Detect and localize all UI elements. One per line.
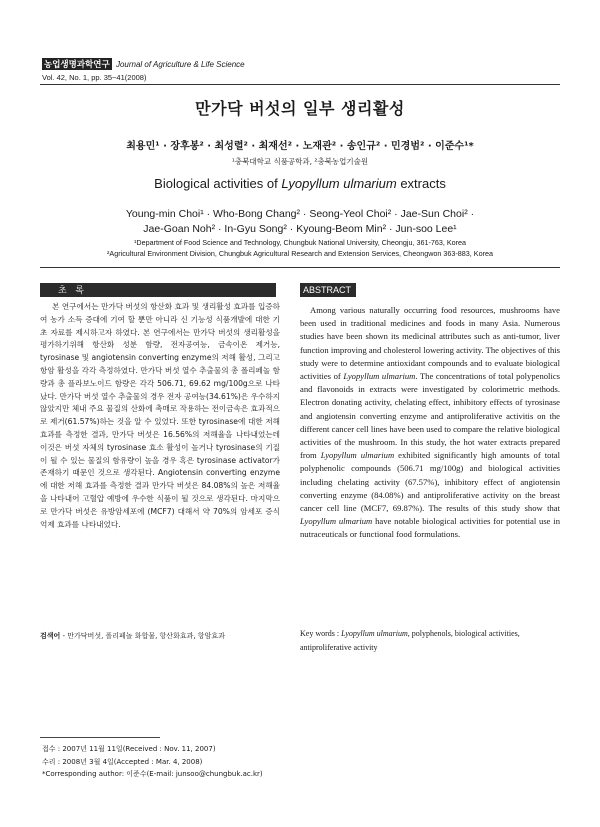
english-authors (0, 207, 600, 237)
korean-affiliations: ¹충북대학교 식품공학과, ²충북농업기술원 (231, 157, 369, 166)
korean-abstract-text: 본 연구에서는 만가닥 버섯의 항산화 효과 및 생리활성 효과를 입증하여 농가 소득 증대에 기여 할 뿐만 아니라 신 기능성 식품개발에 대한 기초 자료를 제시하고자 하였다. 본 연구에서는 만가닥 버섯의 생리활성을 평가하기위해 항산화 성분 함량, 전자공여능, 금속이온 제거능, tyrosinase 및 angiotensin converting enzyme의 저해 활성, 그리고 항암 활성을 각각 측정하였다. 만가닥 버섯 열수 추출물의 총 폴리페놀 함량과 총 플라보노이드 함량은 각각 506.71, 69.62 mg/100g으로 나타났다. 만가닥 버섯 열수 추출물의 경우 전자 공여능(34.61%)은 우수하지 않았지만 체내 주요 물질의 산화에 촉매로 작용하는 전이금속은 효과적으로 제거(61.57%)하는 것을 알 수 있었다. 또한 tyrosinase에 대한 저해 효과를 측정한 결과, 만가닥 버섯은 16.56%의 저해율을 나타내었는데 이것은 버섯 자체의 tyrosinase 효소 활성이 높거나 tyrosinase의 기질이 될 수 있는 물질의 함유량이 높을 경우 혹은 tyrosinase activator가 존재하기 때문인 것으로 생각된다. Angiotensin converting enzyme에 대한 저해 효과를 측정한 결과 만가닥 버섯은 84.08%의 높은 저해율을 나타내어 고혈압 예방에 우수한 식품이 될 것으로 생각된다. 마지막으로 만가닥 버섯은 유방암세포에 (MCF7) 대해서 약 70%의 암세포 증식 억제 효과를 나타내었다. (40, 302, 280, 529)
english-keywords-rest: , polyphenols, biological activities, antiproliferative activity (300, 629, 520, 652)
english-abstract-heading: ABSTRACT (300, 283, 356, 297)
abstract-en-part-2: . The concentrations of total polypenolics and flavonoids in extracts were investigated by colorimetric methods. Electron donating activity, chelating effect, inhibitory effects of tyrosinase and angiotensin converting enzyme and antiproliferative activitis on the different cancer cell lines have been used to compare the relative biological activities of the mushroom. In this study, the hot water extracts prepared from (300, 371, 560, 461)
korean-keywords-text: - 만가닥버섯, 폴리페놀 화합물, 항산화효과, 항암효과 (60, 632, 225, 640)
english-abstract-text (300, 304, 560, 542)
english-title (0, 176, 600, 191)
korean-authors: 최용민¹ · 장후봉² · 최성렬² · 최재선² · 노재관² · 송인규² · 민경범² · 이준수¹* (126, 141, 474, 152)
korean-keywords (40, 630, 280, 642)
volume-line: Vol. 42, No. 1, pp. 35~41(2008) (42, 73, 147, 82)
english-title-suffix: extracts (396, 176, 446, 191)
corresponding-author: *Corresponding author: 이준수(E-mail: junsoo@chungbuk.ac.kr) (42, 770, 263, 778)
english-keywords-species: Lyopyllum ulmarium (341, 629, 408, 638)
abstract-en-part-3: exhibited significantly high amounts of total polyphenolic compounds (506.71 mg/100g) and biological activities including chelating activity (67.57%), inhibitory effect of angiotensin converting enzyme (84.08%) and antiproliferative activity on the breast cancer cell line (MCF7, 69.87%). The results of this study show that (300, 450, 560, 514)
footnote-rule (40, 737, 160, 738)
footnotes (42, 743, 263, 781)
header-rule (40, 84, 560, 85)
abstract-en-part-1: Among various naturally occurring food resources, mushrooms have been used in traditional medicines and foods in many Asia. Numerous studies have been shown its medicinal attributes such as anti-tumor, liver function improving and cholesterol lowering activity. The objectives of this study were to determine antioxidant compounds and to evaluate biological activities of (300, 305, 560, 382)
korean-keywords-label: 검색어 (40, 632, 61, 640)
abstract-en-species-1: Lyopyllum ulmarium (343, 371, 416, 382)
english-keywords (300, 627, 550, 655)
received-date: 접수 : 2007년 11월 11일(Received : Nov. 11, 2007) (42, 745, 216, 753)
accepted-date: 수리 : 2008년 3월 4일(Accepted : Mar. 4, 2008) (42, 757, 203, 766)
abstract-en-species-2: Lyopyllum ulmarium (320, 450, 395, 461)
journal-name: Journal of Agriculture & Life Science (115, 60, 245, 69)
english-keywords-label: Key words : (300, 629, 342, 638)
english-title-species: Lyopyllum ulmarium (281, 176, 397, 191)
english-authors-line-1: Young-min Choi¹ · Who-Bong Chang² · Seong-Yeol Choi² · Jae-Sun Choi² · (125, 208, 475, 220)
abstract-en-species-3: Lyopyllum ulmarium (300, 516, 373, 527)
title-block-rule (40, 267, 560, 268)
english-title-prefix: Biological activities of (154, 176, 282, 191)
korean-title: 만가닥 버섯의 일부 생리활성 (195, 99, 405, 118)
english-affiliation-2: ²Agricultural Environment Division, Chungbuk Agricultural Research and Extension Services, Cheongwon 363-883, Korea (107, 249, 493, 258)
journal-header (42, 58, 245, 70)
english-affiliations (0, 237, 600, 259)
korean-abstract-heading: 초 록 (40, 283, 276, 297)
abstract-en-part-4: have notable biological activities for potential use in nutraceuticals or functional food formulations. (300, 516, 560, 540)
journal-badge: 농업생명과학연구 (44, 59, 110, 69)
english-affiliation-1: ¹Department of Food Science and Technology, Chungbuk National University, Cheongju, 361-763, Korea (133, 238, 467, 247)
english-authors-line-2: Jae-Goan Noh² · In-Gyu Song² · Kyoung-Beom Min² · Jun-soo Lee¹ (143, 223, 457, 235)
